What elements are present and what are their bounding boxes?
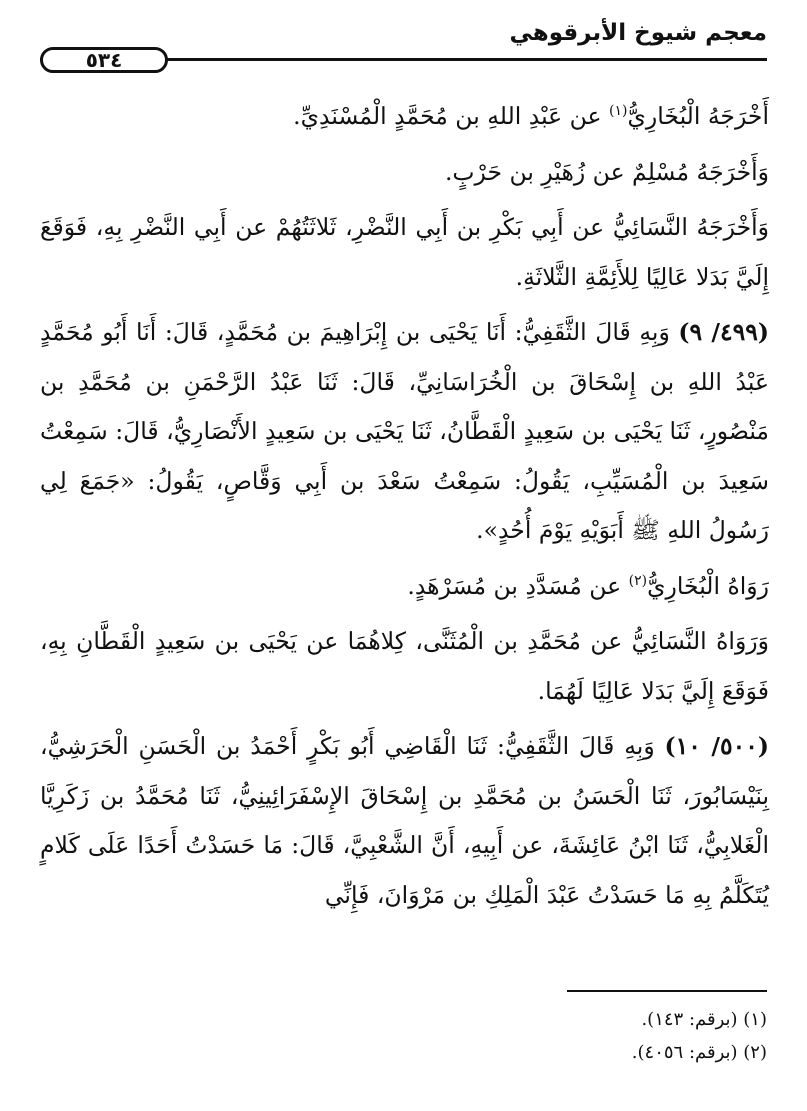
paragraph-5: رَوَاهُ الْبُخَارِيُّ$^{(٢)}$ عن مُسَدَّدِ بن مُسَرْهَدٍ. bbox=[407, 571, 769, 600]
footnotes bbox=[167, 1003, 767, 1069]
paragraph-1: أَخْرَجَهُ الْبُخَارِيُّ$^{(١)}$ عن عَبْدِ اللهِ بن مُحَمَّدٍ الْمُسْنَدِيِّ. bbox=[293, 102, 769, 130]
hadith-entry-499: (٤٩٩/ ٩) وَبِهِ قَالَ الثَّقَفِيُّ: أَنَا يَحْيَى بن إِبْرَاهِيمَ بن مُحَمَّدٍ، قَالَ: أَنَا أَبُو مُحَمَّدٍ عَبْدُ اللهِ بن إِسْحَاقَ بن الْخُرَاسَانِيِّ، قَالَ: ثَنَا عَبْدُ الرَّحْمَنِ بن مُحَمَّدِ بن مَنْصُورٍ، ثَنَا يَحْيَى بن سَعِيدٍ الْقَطَّانُ، ثَنَا يَحْيَى بن سَعِيدٍ الأَنْصَارِيُّ، قَالَ: سَمِعْتُ سَعِيدَ بن الْمُسَيِّبِ، يَقُولُ: سَمِعْتُ سَعْدَ بن أَبِي وَقَّاصٍ، يَقُولُ: «جَمَعَ لِي رَسُولُ اللهِ ﷺ أَبَوَيْهِ يَوْمَ أُحُدٍ». bbox=[40, 318, 770, 544]
entry-number: (٤٩٩/ ٩) bbox=[678, 318, 770, 346]
footnote-ref-1: (١) bbox=[609, 103, 628, 120]
paragraph-3: وَأَخْرَجَهُ النَّسَائِيُّ عن أَبِي بَكْرِ بن أَبِي النَّضْرِ، ثَلاثَتُهُمْ عن أَبِي النَّضْرِ بِهِ، فَوَقَعَ إِلَيَّ بَدَلا عَالِيًا لِلأَئِمَّةِ الثَّلاثَةِ. bbox=[40, 213, 769, 291]
footnote-divider bbox=[567, 990, 767, 992]
entry-number: (٥٠٠/ ١٠) bbox=[664, 732, 769, 760]
footnote-1: (١) (برقم: ١٤٣). bbox=[641, 1009, 767, 1030]
footnote-ref-2: (٢) bbox=[628, 572, 648, 589]
paragraph-6: وَرَوَاهُ النَّسَائِيُّ عن مُحَمَّدِ بن الْمُثَنَّى، كِلاهُمَا عن يَحْيَى بن سَعِيدٍ الْقَطَّانِ بِهِ، فَوَقَعَ إِلَيَّ بَدَلا عَالِيًا لَهُمَا. bbox=[40, 627, 769, 705]
body-text bbox=[40, 92, 769, 920]
page-number: ٥٣٤ bbox=[40, 47, 168, 73]
paragraph-2: وَأَخْرَجَهُ مُسْلِمٌ عن زُهَيْرِ بن حَرْبٍ. bbox=[444, 157, 769, 186]
running-title: معجم شيوخ الأبرقوهي bbox=[509, 20, 767, 46]
hadith-entry-500: (٥٠٠/ ١٠) وَبِهِ قَالَ الثَّقَفِيُّ: ثَنَا الْقَاضِي أَبُو بَكْرٍ أَحْمَدُ بن الْحَسَنِ الْحَرَشِيُّ، بِنَيْسَابُورَ، ثَنَا الْحَسَنُ بن مُحَمَّدِ بن إِسْحَاقَ الإِسْفَرَائِينِيُّ، ثَنَا مُحَمَّدُ بن زَكَرِيَّا الْغَلابِيُّ، ثَنَا ابْنُ عَائِشَةَ، عن أَبِيهِ، أَنَّ الشَّعْبِيَّ، قَالَ: مَا حَسَدْتُ أَحَدًا عَلَى كَلامٍ يُتَكَلَّمُ بِهِ مَا حَسَدْتُ عَبْدَ الْمَلِكِ بن مَرْوَانَ، فَإِنِّي bbox=[40, 732, 769, 909]
footnote-2: (٢) (برقم: ٤٠٥٦). bbox=[631, 1042, 767, 1063]
